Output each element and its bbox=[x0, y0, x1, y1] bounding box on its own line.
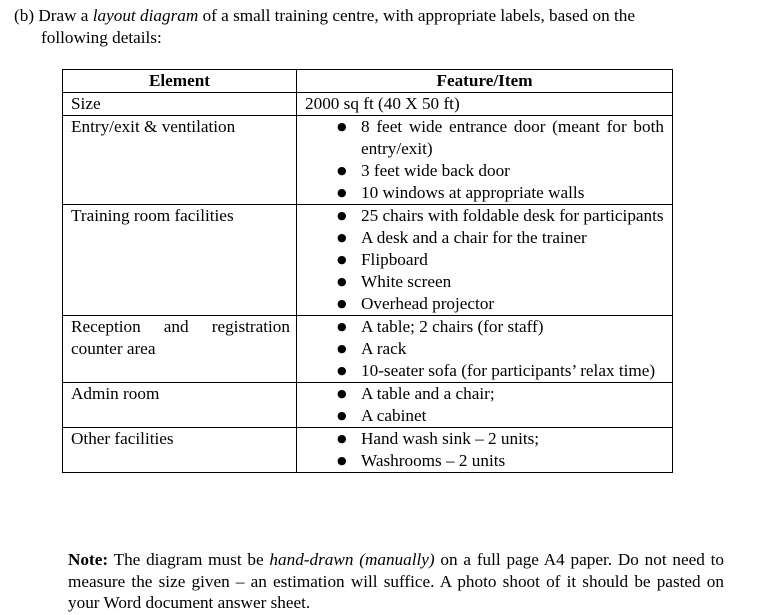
feature-cell bbox=[297, 116, 673, 205]
list-item: ● White screen bbox=[305, 271, 664, 293]
element-label: Other facilities bbox=[71, 429, 174, 448]
list-item: ● A cabinet bbox=[305, 405, 664, 427]
list-item: ● 25 chairs with foldable desk for participants bbox=[305, 205, 664, 227]
list-item: ● A rack bbox=[305, 338, 664, 360]
element-label: Admin room bbox=[71, 384, 160, 403]
feature-list bbox=[305, 205, 664, 315]
element-cell bbox=[63, 116, 297, 205]
column-header-feature: Feature/Item bbox=[297, 70, 673, 93]
question-prefix: (b) Draw a bbox=[14, 6, 93, 25]
list-item: ● Flipboard bbox=[305, 249, 664, 271]
element-label: Training room facilities bbox=[71, 206, 234, 225]
list-item: ● Overhead projector bbox=[305, 293, 664, 315]
feature-cell bbox=[297, 316, 673, 383]
note-emphasis: hand-drawn (manually) bbox=[269, 550, 435, 569]
list-item: ● A table and a chair; bbox=[305, 383, 664, 405]
question-prompt bbox=[14, 5, 726, 49]
list-item: ● 8 feet wide entrance door (meant for both entry/exit) bbox=[305, 116, 664, 160]
list-item: ● Hand wash sink – 2 units; bbox=[305, 428, 664, 450]
list-item: ● Washrooms – 2 units bbox=[305, 450, 664, 472]
feature-list bbox=[305, 316, 664, 382]
list-item: ● 3 feet wide back door bbox=[305, 160, 664, 182]
column-header-element: Element bbox=[63, 70, 297, 93]
table-row-entry-exit bbox=[63, 116, 673, 205]
table-row-training-room bbox=[63, 205, 673, 316]
note-text-1: The diagram must be bbox=[108, 550, 270, 569]
list-item: ● A table; 2 chairs (for staff) bbox=[305, 316, 664, 338]
element-cell bbox=[63, 205, 297, 316]
question-suffix: of a small training centre, with appropriate labels, based on the bbox=[198, 6, 635, 25]
table-header-row bbox=[63, 70, 673, 93]
table-row-reception bbox=[63, 316, 673, 383]
note-paragraph bbox=[68, 549, 724, 614]
list-item: ● 10-seater sofa (for participants’ relax time) bbox=[305, 360, 664, 382]
feature-cell bbox=[297, 383, 673, 428]
table-row-admin-room bbox=[63, 383, 673, 428]
table-row-size bbox=[63, 93, 673, 116]
feature-cell bbox=[297, 205, 673, 316]
list-item: ● 10 windows at appropriate walls bbox=[305, 182, 664, 204]
feature-list bbox=[305, 116, 664, 204]
element-cell bbox=[63, 316, 297, 383]
feature-cell bbox=[297, 93, 673, 116]
requirements-table bbox=[62, 69, 673, 473]
question-line-2: following details: bbox=[41, 28, 162, 47]
question-emphasis: layout diagram bbox=[92, 6, 199, 25]
feature-list bbox=[305, 428, 664, 472]
element-label: Entry/exit & ventilation bbox=[71, 117, 236, 136]
element-cell bbox=[63, 383, 297, 428]
feature-text: 2000 sq ft (40 X 50 ft) bbox=[305, 94, 460, 113]
note-text-2: on a full page A4 paper. Do not need to measure the size given – an estimation will suffice. A photo shoot of it should be pasted on your Word document answer sheet. bbox=[68, 550, 724, 612]
element-label: Size bbox=[71, 94, 101, 113]
element-cell bbox=[63, 428, 297, 473]
table-row-other-facilities bbox=[63, 428, 673, 473]
feature-cell bbox=[297, 428, 673, 473]
element-label: Reception and registration counter area bbox=[71, 317, 290, 358]
feature-list bbox=[305, 383, 664, 427]
element-cell bbox=[63, 93, 297, 116]
note-label: Note: bbox=[68, 550, 109, 569]
list-item: ● A desk and a chair for the trainer bbox=[305, 227, 664, 249]
